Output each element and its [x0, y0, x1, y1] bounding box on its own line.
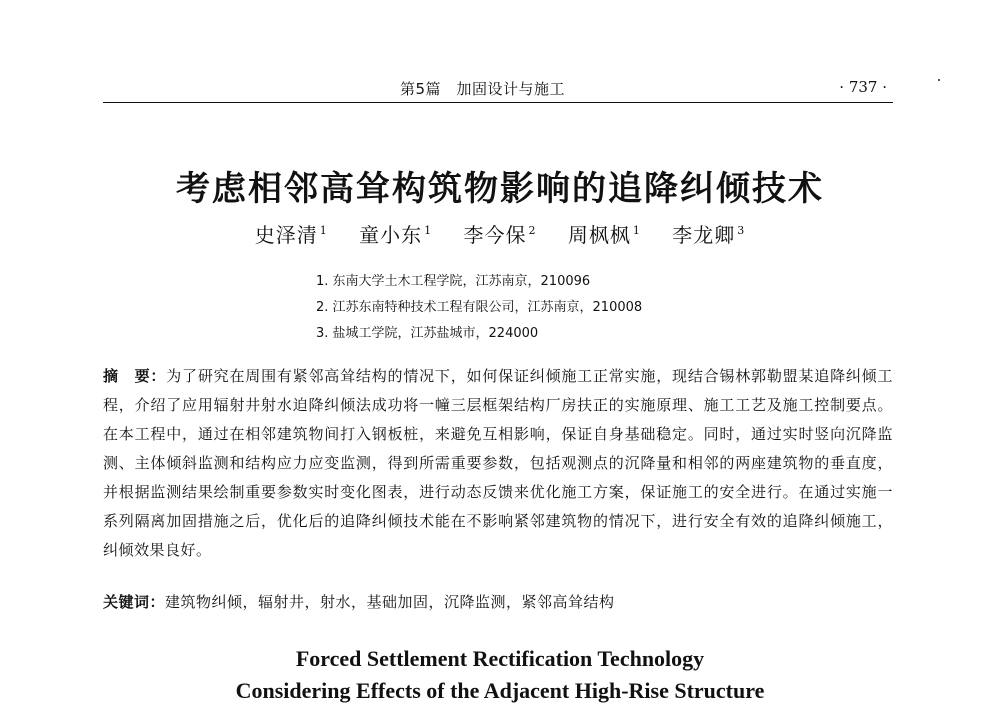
- author: [359, 219, 432, 248]
- paper-title: 考虑相邻高耸构筑物影响的追降纠倾技术: [176, 169, 824, 209]
- author-affiliation-index: 1: [424, 224, 433, 238]
- affiliation: 2. 江苏东南特种技术工程有限公司，江苏南京，210008: [316, 300, 643, 315]
- author: [672, 219, 745, 248]
- english-title-line1: Forced Settlement Rectification Technology: [295, 646, 705, 671]
- keywords-label: 关键词：: [103, 593, 166, 611]
- section-title: 第5篇 加固设计与施工: [400, 80, 566, 98]
- author-name: 童小东: [359, 223, 423, 247]
- author-list: [0, 219, 1000, 248]
- keywords: [103, 591, 893, 612]
- author-name: 周枫枫: [567, 223, 631, 247]
- abstract: [103, 362, 893, 565]
- affiliation: 3. 盐城工学院，江苏盐城市，224000: [316, 326, 539, 341]
- author: [464, 219, 537, 248]
- affiliation: 1. 东南大学土木工程学院，江苏南京，210096: [316, 274, 591, 289]
- author-name: 史泽清: [254, 223, 318, 247]
- author-affiliation-index: 2: [528, 224, 537, 238]
- affiliation-list: [316, 269, 642, 347]
- author-affiliation-index: 3: [737, 224, 746, 238]
- author-name: 李今保: [463, 223, 527, 247]
- author-name: 李龙卿: [672, 223, 736, 247]
- page-number: · 737 ·: [839, 78, 887, 96]
- author-affiliation-index: 1: [632, 224, 641, 238]
- keywords-text: 建筑物纠倾，辐射井，射水，基础加固，沉降监测，紧邻高耸结构: [165, 593, 615, 611]
- english-title-line2: Considering Effects of the Adjacent High-Rise Structure: [235, 678, 765, 703]
- abstract-text: 为了研究在周围有紧邻高耸结构的情况下，如何保证纠倾施工正常实施，现结合锡林郭勒盟某追降纠倾工程，介绍了应用辐射井射水迫降纠倾法成功将一幢三层框架结构厂房扶正的实施原理、施工工艺及施工控制要点。在本工程中，通过在相邻建筑物间打入钢板桩，来避免互相影响，保证自身基础稳定。同时，通过实时竖向沉降监测、主体倾斜监测和结构应力应变监测，得到所需重要参数，包括观测点的沉降量和相邻的两座建筑物的垂直度，并根据监测结果绘制重要参数实时变化图表，进行动态反馈来优化施工方案，保证施工的安全进行。在通过实施一系列隔离加固措施之后，优化后的追降纠倾技术能在不影响紧邻建筑物的情况下，进行安全有效的追降纠倾施工，纠倾效果良好。: [103, 367, 893, 559]
- running-header: [103, 74, 893, 103]
- author: [255, 219, 328, 248]
- margin-mark: [938, 79, 940, 81]
- author-affiliation-index: 1: [319, 224, 328, 238]
- abstract-label: 摘 要：: [103, 367, 167, 385]
- author: [568, 219, 641, 248]
